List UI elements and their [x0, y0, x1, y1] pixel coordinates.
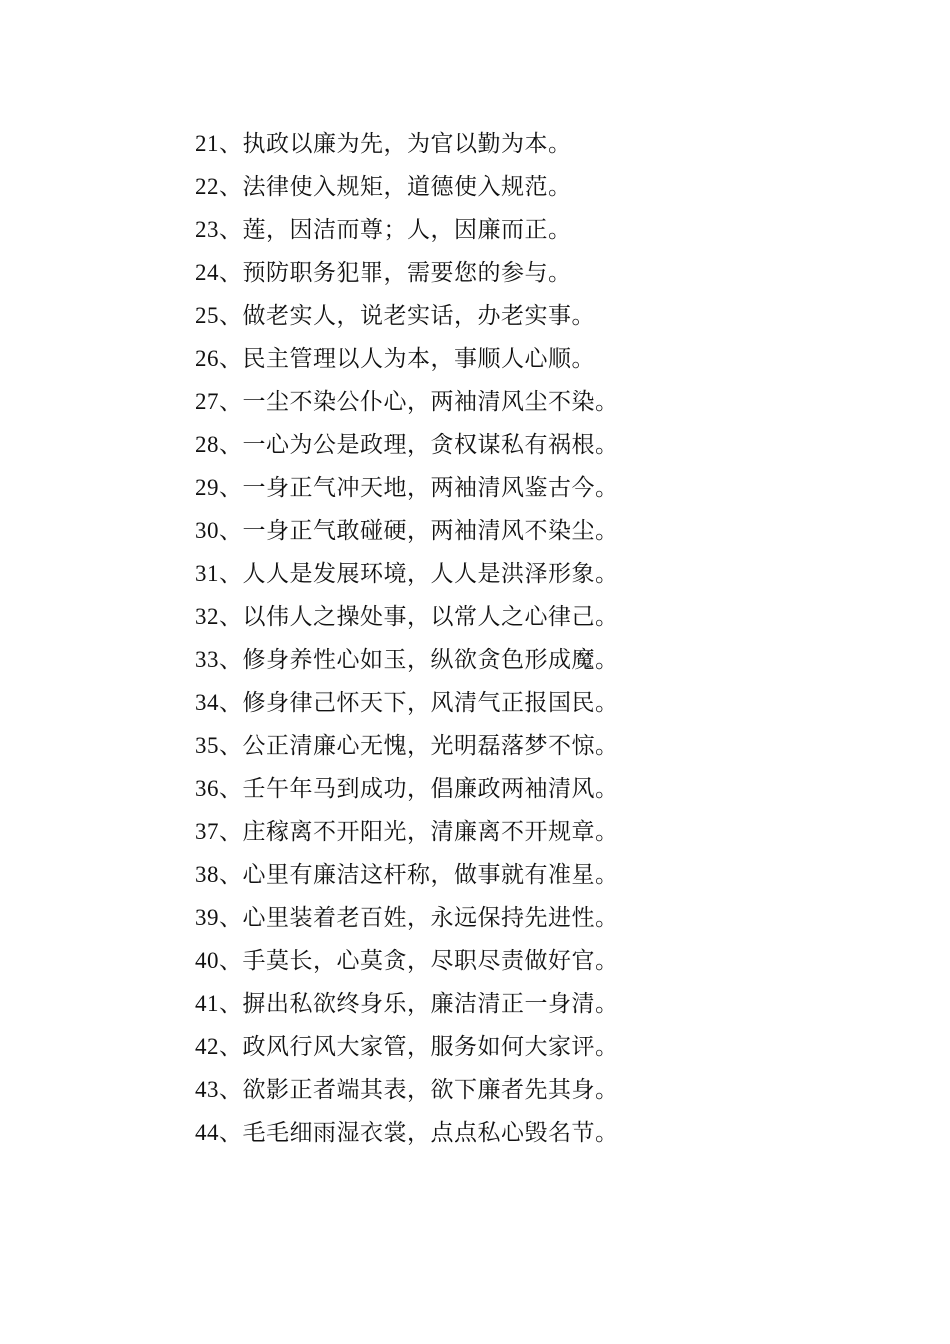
item-text: 、做老实人，说老实话，办老实事。: [219, 303, 595, 329]
list-item: [195, 1068, 619, 1111]
list-item: [195, 724, 619, 767]
item-number: 36: [195, 776, 219, 801]
item-text: 、一心为公是政理，贪权谋私有祸根。: [219, 432, 619, 458]
list-item: [195, 337, 619, 380]
item-number: 43: [195, 1077, 219, 1102]
item-text: 、一身正气敢碰硬，两袖清风不染尘。: [219, 518, 619, 544]
list-item: [195, 466, 619, 509]
item-number: 33: [195, 647, 219, 672]
item-text: 、修身养性心如玉，纵欲贪色形成魔。: [219, 647, 619, 673]
item-number: 23: [195, 217, 219, 242]
item-text: 、法律使入规矩，道德使入规范。: [219, 174, 572, 200]
list-item: [195, 294, 619, 337]
list-item: [195, 810, 619, 853]
item-number: 34: [195, 690, 219, 715]
item-text: 、欲影正者端其表，欲下廉者先其身。: [219, 1077, 619, 1103]
item-text: 、预防职务犯罪，需要您的参与。: [219, 260, 572, 286]
list-item: [195, 509, 619, 552]
item-number: 22: [195, 174, 219, 199]
list-item: [195, 595, 619, 638]
item-number: 21: [195, 131, 219, 156]
list-item: [195, 423, 619, 466]
item-text: 、莲，因洁而尊；人，因廉而正。: [219, 217, 572, 243]
list-item: [195, 638, 619, 681]
item-number: 31: [195, 561, 219, 586]
list-item: [195, 853, 619, 896]
list-item: [195, 122, 619, 165]
item-text: 、手莫长，心莫贪，尽职尽责做好官。: [219, 948, 619, 974]
item-text: 、一尘不染公仆心，两袖清风尘不染。: [219, 389, 619, 415]
slogan-list: [195, 122, 619, 1154]
item-number: 41: [195, 991, 219, 1016]
item-number: 42: [195, 1034, 219, 1059]
list-item: [195, 1111, 619, 1154]
item-text: 、修身律己怀天下，风清气正报国民。: [219, 690, 619, 716]
item-number: 25: [195, 303, 219, 328]
item-text: 、毛毛细雨湿衣裳，点点私心毁名节。: [219, 1120, 619, 1146]
item-number: 32: [195, 604, 219, 629]
item-number: 28: [195, 432, 219, 457]
item-text: 、公正清廉心无愧，光明磊落梦不惊。: [219, 733, 619, 759]
list-item: [195, 767, 619, 810]
item-text: 、以伟人之操处事，以常人之心律己。: [219, 604, 619, 630]
list-item: [195, 1025, 619, 1068]
item-number: 40: [195, 948, 219, 973]
item-text: 、一身正气冲天地，两袖清风鉴古今。: [219, 475, 619, 501]
item-text: 、人人是发展环境，人人是洪泽形象。: [219, 561, 619, 587]
item-number: 35: [195, 733, 219, 758]
item-text: 、庄稼离不开阳光，清廉离不开规章。: [219, 819, 619, 845]
item-number: 44: [195, 1120, 219, 1145]
list-item: [195, 208, 619, 251]
list-item: [195, 939, 619, 982]
item-text: 、心里装着老百姓，永远保持先进性。: [219, 905, 619, 931]
list-item: [195, 552, 619, 595]
list-item: [195, 380, 619, 423]
item-text: 、执政以廉为先，为官以勤为本。: [219, 131, 572, 157]
item-number: 26: [195, 346, 219, 371]
item-number: 39: [195, 905, 219, 930]
list-item: [195, 251, 619, 294]
item-number: 37: [195, 819, 219, 844]
item-number: 24: [195, 260, 219, 285]
item-text: 、民主管理以人为本，事顺人心顺。: [219, 346, 595, 372]
item-number: 30: [195, 518, 219, 543]
list-item: [195, 681, 619, 724]
item-text: 、心里有廉洁这杆称，做事就有准星。: [219, 862, 619, 888]
item-number: 27: [195, 389, 219, 414]
item-text: 、摒出私欲终身乐，廉洁清正一身清。: [219, 991, 619, 1017]
list-item: [195, 982, 619, 1025]
list-item: [195, 165, 619, 208]
item-text: 、壬午年马到成功，倡廉政两袖清风。: [219, 776, 619, 802]
list-item: [195, 896, 619, 939]
item-text: 、政风行风大家管，服务如何大家评。: [219, 1034, 619, 1060]
item-number: 29: [195, 475, 219, 500]
item-number: 38: [195, 862, 219, 887]
